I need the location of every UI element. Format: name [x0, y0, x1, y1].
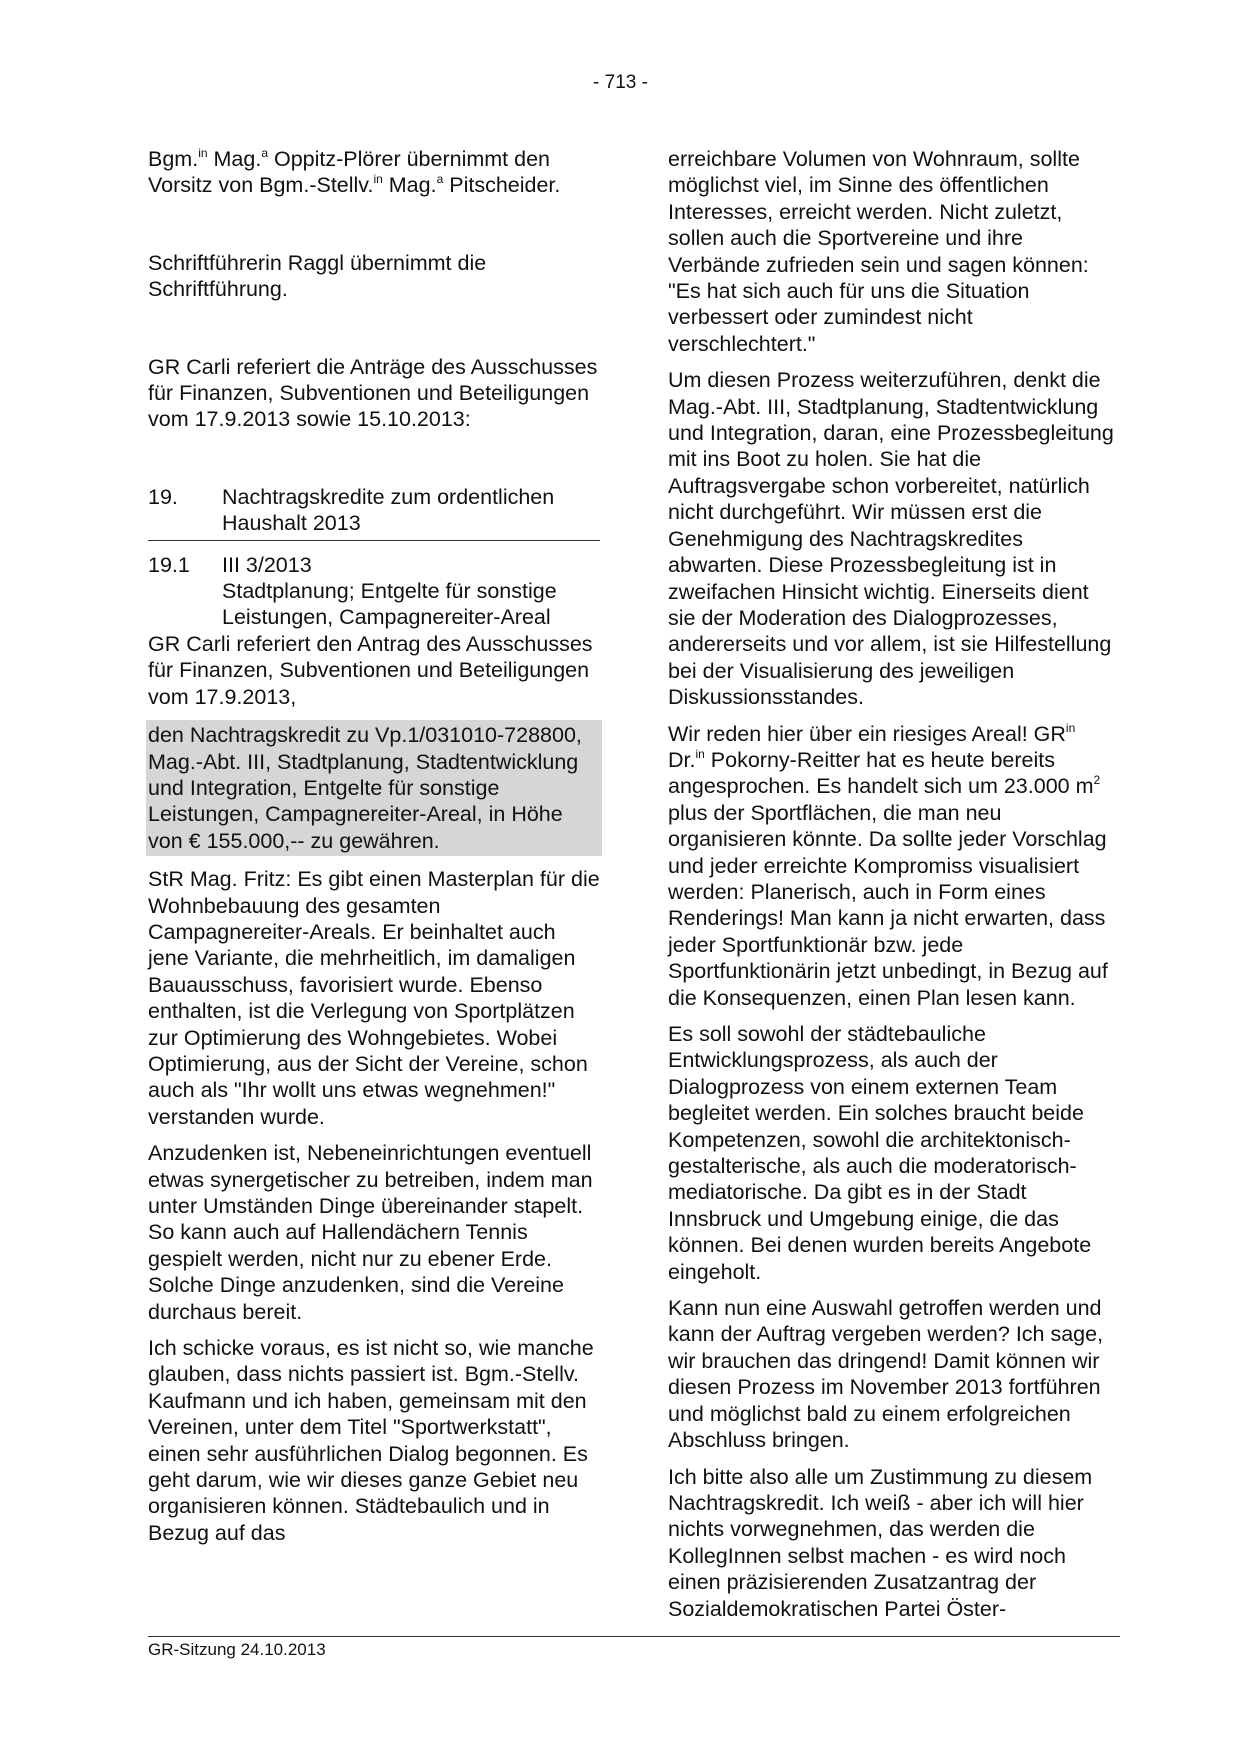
agenda-subitem-19-1	[148, 552, 600, 578]
right-paragraph-2: Um diesen Prozess weiterzuführen, denkt die Mag.-Abt. III, Stadtplanung, Stadtentwicklung und Integration, daran, eine Prozessbegleitung mit ins Boot zu holen. Sie hat die Auftragsvergabe schon vorbereitet, natürlich nicht durchgeführt. Wir müssen erst die Genehmigung des Nachtragskredites abwarten. Diese Prozessbegleitung ist in zweifachen Hinsicht wichtig. Einerseits dient sie der Moderation des Dialogprozesses, andererseits und vor allem, ist sie Hilfestellung bei der Visualisierung des jeweiligen Diskussionsstandes.	[668, 368, 1114, 710]
speech-paragraph-2: Anzudenken ist, Nebeneinrichtungen eventuell etwas synergetischer zu betreiben, indem man unter Umständen Dinge übereinander stapelt. So kann auch auf Hallendächern Tennis gespielt werden, nicht nur zu ebener Erde. Solche Dinge anzudenken, sind die Vereine durchaus bereit.	[148, 1141, 593, 1324]
subitem-number: 19.1	[148, 552, 190, 577]
report-intro-paragraph: GR Carli referiert die Anträge des Ausschusses für Finanzen, Subventionen und Beteiligungen vom 17.9.2013 sowie 15.10.2013:	[148, 354, 598, 432]
right-paragraph-1: erreichbare Volumen von Wohnraum, sollte möglichst viel, im Sinne des öffentlichen Interesses, erreicht werden. Nicht zuletzt, sollen auch die Sportvereine und ihre Verbände zufrieden sein und sagen können: "Es hat sich auch für uns die Situation verbessert oder zumindest nicht verschlechtert."	[668, 147, 1089, 356]
footer-session-label: GR-Sitzung 24.10.2013	[148, 1640, 326, 1659]
footer-divider	[148, 1636, 1120, 1637]
motion-intro-paragraph: GR Carli referiert den Antrag des Ausschusses für Finanzen, Subventionen und Beteiligungen vom 17.9.2013,	[148, 631, 593, 709]
speech-paragraph-3: Ich schicke voraus, es ist nicht so, wie manche glauben, dass nichts passiert ist. Bgm.-Stellv. Kaufmann und ich haben, gemeinsam mit den Vereinen, unter dem Titel "Sportwerkstatt", einen sehr ausführlichen Dialog begonnen. Es geht darum, wie wir dieses ganze Gebiet neu organisieren können. Städtebaulich und in Bezug auf das	[148, 1336, 594, 1545]
right-paragraph-4: Es soll sowohl der städtebauliche Entwicklungsprozess, als auch der Dialogprozess von einem externen Team begleitet werden. Ein solches braucht beide Kompetenzen, sowohl die architektonisch-gestalterische, als auch die moderatorisch-mediatorische. Da gibt es in der Stadt Innsbruck und Umgebung einige, die das können. Bei denen wurden bereits Angebote eingeholt.	[668, 1022, 1092, 1284]
subitem-code: III 3/2013	[222, 552, 312, 577]
subitem-title: Stadtplanung; Entgelte für sonstige Leistungen, Campagnereiter-Areal	[222, 579, 557, 630]
speech-paragraph-1: StR Mag. Fritz: Es gibt einen Masterplan für die Wohnbebauung des gesamten Campagnereiter-Areals. Er beinhaltet auch jene Variante, die mehrheitlich, im damaligen Bauausschuss, favorisiert wurde. Ebenso enthalten, ist die Verlegung von Sportplätzen zur Optimierung des Wohngebietes. Wobei Optimierung, aus der Sicht der Vereine, schon auch als "Ihr wollt uns etwas wegnehmen!" verstanden wurde.	[148, 867, 600, 1129]
secretary-paragraph: Schriftführerin Raggl übernimmt die Schriftführung.	[148, 250, 487, 302]
motion-highlight-box: den Nachtragskredit zu Vp.1/031010-728800, Mag.-Abt. III, Stadtplanung, Stadtentwicklung und Integration, Entgelte für sonstige Leistungen, Campagnereiter-Areal, in Höhe von € 155.000,-- zu gewähren.	[146, 720, 602, 856]
chair-change-paragraph: Bgm.$^{in}$ Mag.$^a$ Oppitz-Plörer übernimmt den Vorsitz von Bgm.-Stellv.$^{in}$ Mag.$^a$ Pitscheider.	[148, 146, 561, 198]
left-column	[148, 146, 600, 1546]
right-column	[668, 146, 1118, 1622]
agenda-number: 19.	[148, 484, 178, 509]
agenda-item-19	[148, 484, 600, 541]
right-paragraph-3: Wir reden hier über ein riesiges Areal! $GR^{in}$ Dr.$^{in}$ Pokorny-Reitter hat es heute bereits angesprochen. Es handelt sich um 23.000 $m^2$ plus der Sportflächen, die man neu organisieren könnte. Da sollte jeder Vorschlag und jeder erreichte Kompromiss visualisiert werden: Planerisch, auch in Form eines Renderings! Man kann ja nicht erwarten, dass jeder Sportfunktionär bzw. jede Sportfunktionärin jetzt unbedingt, in Bezug auf die Konsequenzen, einen Plan lesen kann.	[668, 720, 1108, 1010]
page-number: - 713 -	[593, 72, 648, 93]
agenda-title: Nachtragskredite zum ordentlichen Haushalt 2013	[222, 484, 555, 536]
right-paragraph-5: Kann nun eine Auswahl getroffen werden und kann der Auftrag vergeben werden? Ich sage, wir brauchen das dringend! Damit können wir diesen Prozess im November 2013 fortführen und möglichst bald zu einem erfolgreichen Abschluss bringen.	[668, 1296, 1104, 1453]
right-paragraph-6: Ich bitte also alle um Zustimmung zu diesem Nachtragskredit. Ich weiß - aber ich will hier nichts vorwegnehmen, das werden die KollegInnen selbst machen - es wird noch einen präzisierenden Zusatzantrag der Sozialdemokratischen Partei Öster-	[668, 1464, 1093, 1621]
